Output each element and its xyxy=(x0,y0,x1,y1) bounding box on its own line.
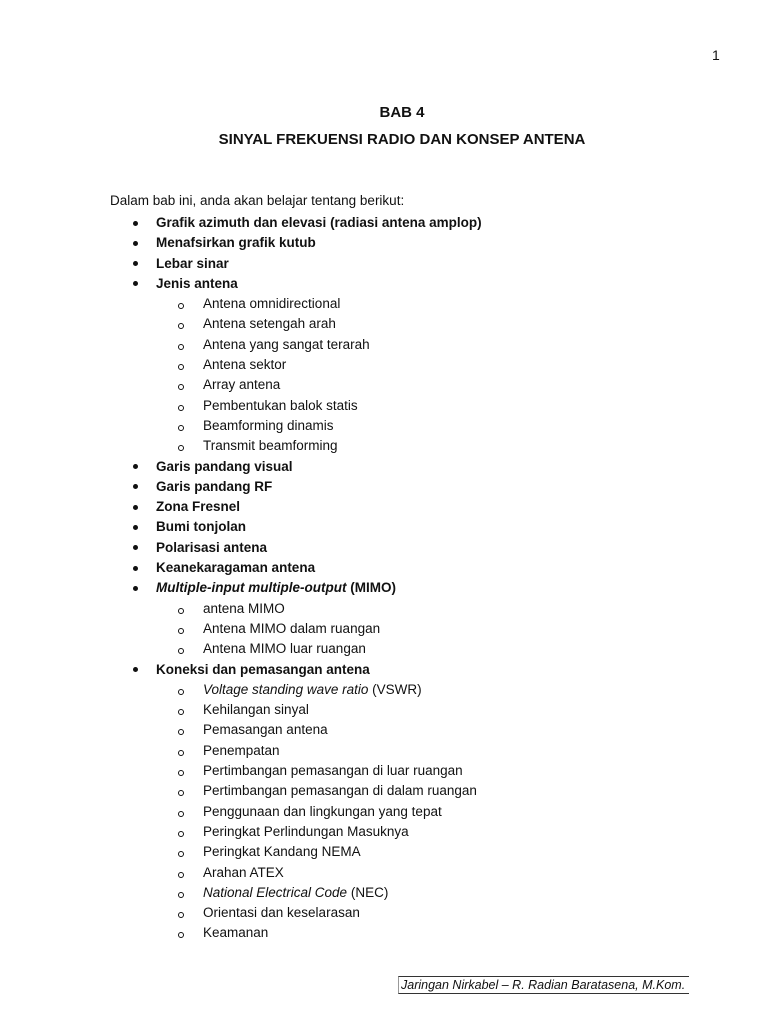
topic-text xyxy=(156,558,315,578)
item-text: Antena sektor xyxy=(203,357,287,373)
bullet-icon xyxy=(133,545,138,550)
topic-item xyxy=(0,578,768,598)
subtopic-item xyxy=(0,700,768,720)
topic-text xyxy=(156,274,238,294)
topic-item xyxy=(0,457,768,477)
item-text: Keanekaragaman antena xyxy=(156,560,316,576)
circle-bullet-icon xyxy=(178,851,184,857)
circle-bullet-icon xyxy=(178,405,184,411)
topic-text xyxy=(156,497,240,517)
item-text: Garis pandang RF xyxy=(156,478,273,494)
circle-bullet-icon xyxy=(178,729,184,735)
subtopic-item xyxy=(0,781,768,801)
topic-item xyxy=(0,254,768,274)
item-text: Polarisasi antena xyxy=(156,539,268,555)
italic-term: National Electrical Code xyxy=(203,884,348,900)
subtopic-text xyxy=(203,639,366,659)
circle-bullet-icon xyxy=(178,608,184,614)
topic-text xyxy=(156,517,246,537)
subtopic-item xyxy=(0,436,768,456)
bullet-icon xyxy=(133,525,138,530)
item-text: Garis pandang visual xyxy=(156,458,293,474)
subtopic-text xyxy=(203,416,334,436)
item-text: (VSWR) xyxy=(368,681,422,697)
page-number: 1 xyxy=(712,47,720,63)
chapter-number: BAB 4 xyxy=(379,104,425,121)
item-text: Array antena xyxy=(203,377,281,393)
subtopic-text xyxy=(203,822,409,842)
item-text: Jenis antena xyxy=(156,275,238,291)
intro-text: Dalam bab ini, anda akan belajar tentang berikut: xyxy=(110,193,405,208)
topic-item xyxy=(0,660,768,680)
subtopic-text xyxy=(203,903,360,923)
item-text: antena MIMO xyxy=(203,600,285,616)
bullet-icon xyxy=(133,586,138,591)
topic-text xyxy=(156,578,396,598)
topic-item xyxy=(0,538,768,558)
subtopic-item xyxy=(0,619,768,639)
item-text: Pemasangan antena xyxy=(203,722,328,738)
bullet-icon xyxy=(133,667,138,672)
subtopic-item xyxy=(0,599,768,619)
topic-item xyxy=(0,213,768,233)
subtopic-text xyxy=(203,923,268,943)
topic-item xyxy=(0,233,768,253)
topic-item xyxy=(0,558,768,578)
bullet-icon xyxy=(133,261,138,266)
item-text: Pertimbangan pemasangan di dalam ruangan xyxy=(203,783,477,799)
subtopic-text xyxy=(203,700,309,720)
subtopic-text xyxy=(203,335,370,355)
circle-bullet-icon xyxy=(178,912,184,918)
topic-item xyxy=(0,274,768,294)
subtopic-item xyxy=(0,355,768,375)
item-text: Antena yang sangat terarah xyxy=(203,336,370,352)
item-text: Peringkat Perlindungan Masuknya xyxy=(203,823,409,839)
item-text: Beamforming dinamis xyxy=(203,417,334,433)
subtopic-item xyxy=(0,842,768,862)
item-text: Penggunaan dan lingkungan yang tepat xyxy=(203,803,442,819)
circle-bullet-icon xyxy=(178,628,184,634)
subtopic-item xyxy=(0,923,768,943)
subtopic-item xyxy=(0,639,768,659)
italic-term: Multiple-input multiple-output xyxy=(156,580,347,596)
subtopic-item xyxy=(0,720,768,740)
subtopic-item xyxy=(0,416,768,436)
circle-bullet-icon xyxy=(178,445,184,451)
topic-outline xyxy=(0,213,768,944)
item-text: Orientasi dan keselarasan xyxy=(203,905,360,921)
subtopic-text xyxy=(203,883,388,903)
item-text: Bumi tonjolan xyxy=(156,519,246,535)
subtopic-text xyxy=(203,741,280,761)
item-text: Pertimbangan pemasangan di luar ruangan xyxy=(203,763,463,779)
circle-bullet-icon xyxy=(178,932,184,938)
subtopic-item xyxy=(0,375,768,395)
subtopic-item xyxy=(0,802,768,822)
topic-text xyxy=(156,538,267,558)
circle-bullet-icon xyxy=(178,709,184,715)
topic-text xyxy=(156,254,229,274)
topic-text xyxy=(156,457,293,477)
circle-bullet-icon xyxy=(178,872,184,878)
subtopic-text xyxy=(203,761,463,781)
chapter-heading xyxy=(0,103,768,150)
topic-item xyxy=(0,477,768,497)
subtopic-item xyxy=(0,863,768,883)
item-text: Arahan ATEX xyxy=(203,864,284,880)
circle-bullet-icon xyxy=(178,323,184,329)
item-text: Kehilangan sinyal xyxy=(203,702,309,718)
subtopic-text xyxy=(203,599,285,619)
subtopic-text xyxy=(203,294,340,314)
circle-bullet-icon xyxy=(178,689,184,695)
subtopic-item xyxy=(0,396,768,416)
subtopic-text xyxy=(203,680,422,700)
item-text: Menafsirkan grafik kutub xyxy=(156,235,316,251)
item-text: Peringkat Kandang NEMA xyxy=(203,844,361,860)
subtopic-text xyxy=(203,436,338,456)
subtopic-item xyxy=(0,680,768,700)
topic-text xyxy=(156,660,370,680)
footer-author: Jaringan Nirkabel – R. Radian Baratasena, M.Kom. xyxy=(398,976,689,994)
topic-text xyxy=(156,233,316,253)
circle-bullet-icon xyxy=(178,750,184,756)
item-text: Penempatan xyxy=(203,742,280,758)
circle-bullet-icon xyxy=(178,648,184,654)
item-text: (NEC) xyxy=(347,884,389,900)
circle-bullet-icon xyxy=(178,790,184,796)
bullet-icon xyxy=(133,241,138,246)
circle-bullet-icon xyxy=(178,770,184,776)
item-text: Antena setengah arah xyxy=(203,316,336,332)
subtopic-item xyxy=(0,761,768,781)
item-text: Zona Fresnel xyxy=(156,499,241,515)
item-text: Transmit beamforming xyxy=(203,438,338,454)
subtopic-text xyxy=(203,781,477,801)
subtopic-text xyxy=(203,842,361,862)
topic-item xyxy=(0,517,768,537)
subtopic-text xyxy=(203,314,336,334)
subtopic-item xyxy=(0,294,768,314)
circle-bullet-icon xyxy=(178,344,184,350)
item-text: Grafik azimuth dan elevasi (radiasi antena amplop) xyxy=(156,215,482,230)
topic-item xyxy=(0,497,768,517)
bullet-icon xyxy=(133,484,138,489)
subtopic-item xyxy=(0,741,768,761)
italic-term: Voltage standing wave ratio xyxy=(203,681,369,697)
subtopic-item xyxy=(0,903,768,923)
circle-bullet-icon xyxy=(178,892,184,898)
item-text: Antena omnidirectional xyxy=(203,296,341,312)
item-text: Pembentukan balok statis xyxy=(203,397,358,413)
bullet-icon xyxy=(133,281,138,286)
bullet-icon xyxy=(133,505,138,510)
bullet-icon xyxy=(133,566,138,571)
circle-bullet-icon xyxy=(178,811,184,817)
subtopic-text xyxy=(203,375,280,395)
subtopic-text xyxy=(203,355,286,375)
subtopic-item xyxy=(0,314,768,334)
item-text: Koneksi dan pemasangan antena xyxy=(156,661,370,677)
topic-text xyxy=(156,213,482,233)
subtopic-text xyxy=(203,396,358,416)
chapter-title: SINYAL FREKUENSI RADIO DAN KONSEP ANTENA xyxy=(218,131,586,148)
circle-bullet-icon xyxy=(178,425,184,431)
subtopic-text xyxy=(203,863,284,883)
item-text: Lebar sinar xyxy=(156,255,229,271)
subtopic-text xyxy=(203,619,380,639)
circle-bullet-icon xyxy=(178,831,184,837)
item-text: Antena MIMO luar ruangan xyxy=(203,641,366,657)
item-text: Keamanan xyxy=(203,925,269,941)
bullet-icon xyxy=(133,464,138,469)
item-text: Antena MIMO dalam ruangan xyxy=(203,620,381,636)
subtopic-text xyxy=(203,802,442,822)
topic-text xyxy=(156,477,272,497)
circle-bullet-icon xyxy=(178,384,184,390)
circle-bullet-icon xyxy=(178,364,184,370)
subtopic-item xyxy=(0,883,768,903)
subtopic-item xyxy=(0,822,768,842)
subtopic-item xyxy=(0,335,768,355)
item-text: (MIMO) xyxy=(346,580,396,596)
bullet-icon xyxy=(133,221,138,226)
circle-bullet-icon xyxy=(178,303,184,309)
subtopic-text xyxy=(203,720,328,740)
